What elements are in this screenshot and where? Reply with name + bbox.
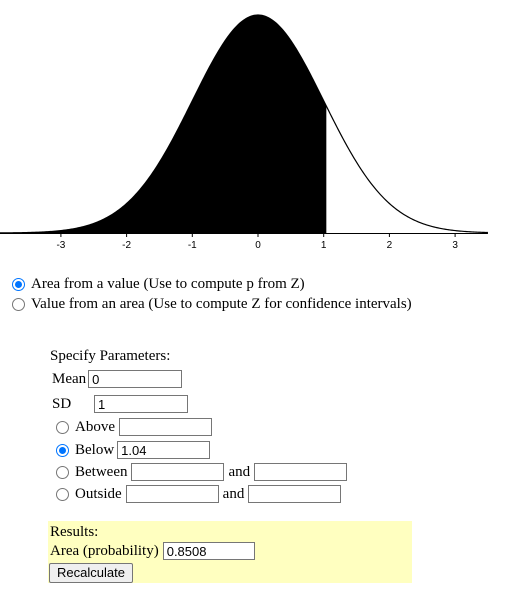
area-output[interactable] bbox=[163, 542, 255, 560]
mode-area-from-value-label: Area from a value (Use to compute p from Z) bbox=[31, 275, 305, 292]
between-radio[interactable] bbox=[56, 466, 69, 479]
results-title: Results: bbox=[50, 523, 99, 540]
x-tick-label: 3 bbox=[452, 240, 458, 251]
x-tick-label: 0 bbox=[255, 240, 261, 251]
above-input[interactable] bbox=[119, 418, 212, 436]
area-row bbox=[50, 540, 255, 562]
x-tick-label: 2 bbox=[386, 240, 393, 251]
below-label: Below bbox=[75, 441, 115, 458]
outside-radio[interactable] bbox=[56, 488, 69, 501]
below-row bbox=[56, 439, 210, 461]
above-radio[interactable] bbox=[56, 421, 69, 434]
between-row bbox=[56, 461, 347, 483]
x-tick-label: -1 bbox=[187, 240, 197, 251]
results-panel bbox=[48, 521, 412, 583]
area-label: Area (probability) bbox=[50, 542, 159, 559]
mean-input[interactable] bbox=[88, 370, 182, 388]
mode-value-from-area-radio[interactable] bbox=[12, 298, 25, 311]
mode-value-from-area[interactable] bbox=[12, 294, 412, 314]
between-and-label: and bbox=[228, 463, 251, 480]
mode-value-from-area-label: Value from an area (Use to compute Z for confidence intervals) bbox=[31, 295, 412, 312]
between-label: Between bbox=[75, 463, 128, 480]
outside-label: Outside bbox=[75, 485, 122, 502]
mode-area-from-value-radio[interactable] bbox=[12, 278, 25, 291]
outside-from-input[interactable] bbox=[126, 485, 219, 503]
outside-and-label: and bbox=[222, 485, 245, 502]
mode-area-from-value[interactable] bbox=[12, 274, 305, 294]
below-input[interactable] bbox=[117, 441, 210, 459]
mean-label: Mean bbox=[52, 370, 87, 387]
parameters-title: Specify Parameters: bbox=[50, 347, 171, 364]
sd-input[interactable] bbox=[94, 395, 188, 413]
x-tick-label: -2 bbox=[122, 240, 132, 251]
recalculate-button[interactable]: Recalculate bbox=[49, 563, 133, 583]
x-tick-label: -3 bbox=[56, 240, 66, 251]
shaded-area bbox=[0, 15, 326, 233]
recalc-row bbox=[49, 562, 133, 584]
above-row bbox=[56, 416, 212, 438]
x-tick-label: 1 bbox=[320, 240, 327, 251]
outside-to-input[interactable] bbox=[248, 485, 341, 503]
normal-distribution-chart bbox=[0, 0, 508, 262]
mean-row bbox=[52, 368, 182, 390]
between-from-input[interactable] bbox=[131, 463, 224, 481]
above-label: Above bbox=[75, 418, 115, 435]
sd-label: SD bbox=[52, 395, 72, 412]
between-to-input[interactable] bbox=[254, 463, 347, 481]
sd-row bbox=[52, 393, 188, 415]
outside-row bbox=[56, 483, 341, 505]
below-radio[interactable] bbox=[56, 444, 69, 457]
